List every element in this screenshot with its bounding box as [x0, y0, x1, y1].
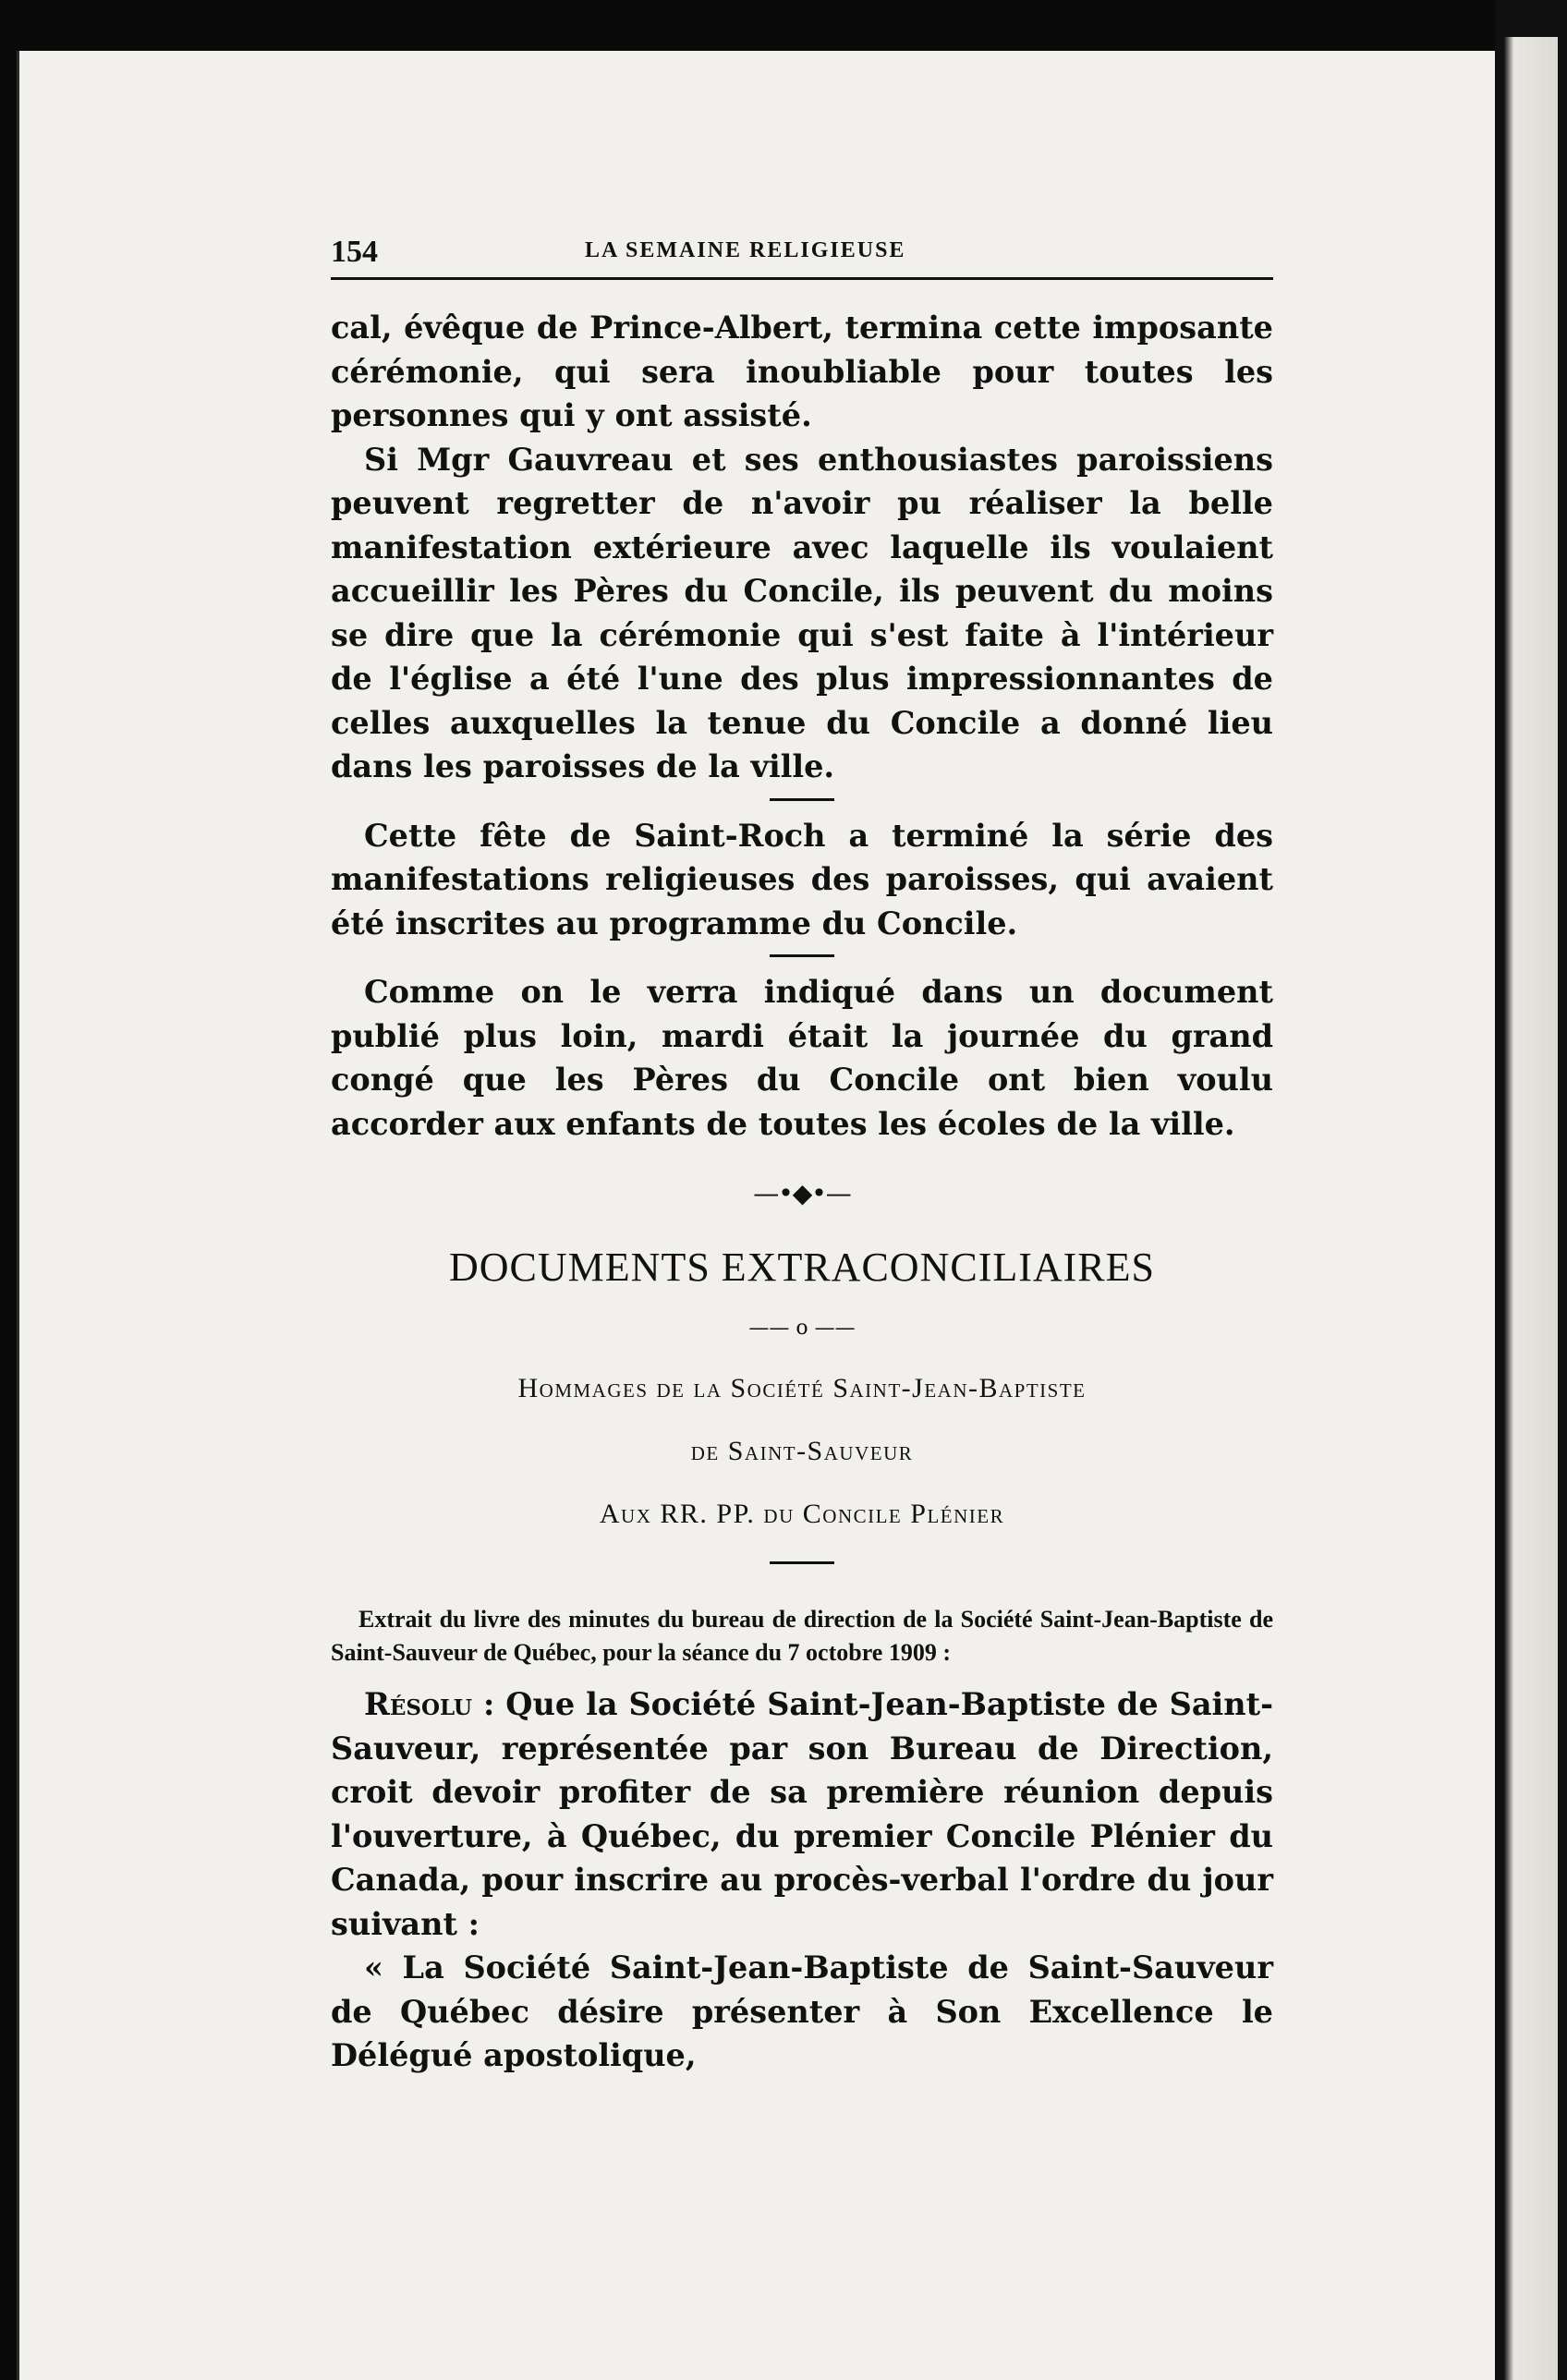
page-content: [331, 231, 1273, 2078]
resolution-paragraph: [331, 1682, 1273, 1946]
ornament-divider: —•◆•—: [753, 1178, 851, 1208]
next-page-edge: [1504, 37, 1558, 2380]
paragraph: Si Mgr Gauvreau et ses enthousiastes paroissiens peuvent regretter de n'avoir pu réaliser la belle manifestation extérieure avec laquelle ils voulaient accueillir les Pères du Concile, ils peuvent du moins se dire que la cérémonie qui s'est faite à l'intérieur de l'église a été l'une des plus impressionnantes de celles auxquelles la tenue du Concile a donné lieu dans les paroisses de la ville.: [331, 441, 1273, 784]
quote-paragraph: « La Société Saint-Jean-Baptiste de Saint-Sauveur de Québec désire présenter à Son Excellence le Délégué apostolique,: [331, 1949, 1273, 2073]
section-title: DOCUMENTS EXTRACONCILIAIRES: [449, 1245, 1155, 1290]
paragraph: Comme on le verra indiqué dans un document publié plus loin, mardi était la journée du grand congé que les Pères du Concile ont bien voulu accorder aux enfants de toutes les écoles de la ville.: [331, 974, 1273, 1142]
extract-note: Extrait du livre des minutes du bureau de direction de la Société Saint-Jean-Baptiste de Saint-Sauveur de Québec, pour la séance du 7 octobre 1909 :: [331, 1606, 1273, 1666]
subheading-line-2: de Saint-Sauveur: [690, 1436, 914, 1466]
paragraph: Cette fête de Saint-Roch a terminé la série des manifestations religieuses des paroisses, qui avaient été inscrites au programme du Concile.: [331, 817, 1273, 941]
running-head: LA SEMAINE RELIGIEUSE: [585, 238, 906, 262]
resolu-text: Que la Société Saint-Jean-Baptiste de Saint-Sauveur, représentée par son Bureau de Direction, croit devoir profiter de sa première réunion depuis l'ouverture, à Québec, du premier Concile Plénier du Canada, pour inscrire au procès-verbal l'ordre du jour suivant :: [331, 1686, 1273, 1942]
separator-rule: [770, 798, 834, 801]
separator-rule: [770, 1561, 834, 1564]
page-number: 154: [331, 235, 378, 269]
resolu-label: Résolu :: [364, 1686, 495, 1722]
article-body: [331, 306, 1273, 1146]
small-separator: —— o ——: [748, 1317, 856, 1340]
separator-rule: [770, 954, 834, 957]
subheading-line-3: Aux RR. PP. du Concile Plénier: [599, 1499, 1005, 1529]
subheading-line-1: Hommages de la Société Saint-Jean-Baptiste: [517, 1373, 1087, 1403]
paragraph: cal, évêque de Prince-Albert, termina cette imposante cérémonie, qui sera inoubliable pour toutes les personnes qui y ont assisté.: [331, 310, 1273, 433]
page-header: [331, 231, 1273, 280]
